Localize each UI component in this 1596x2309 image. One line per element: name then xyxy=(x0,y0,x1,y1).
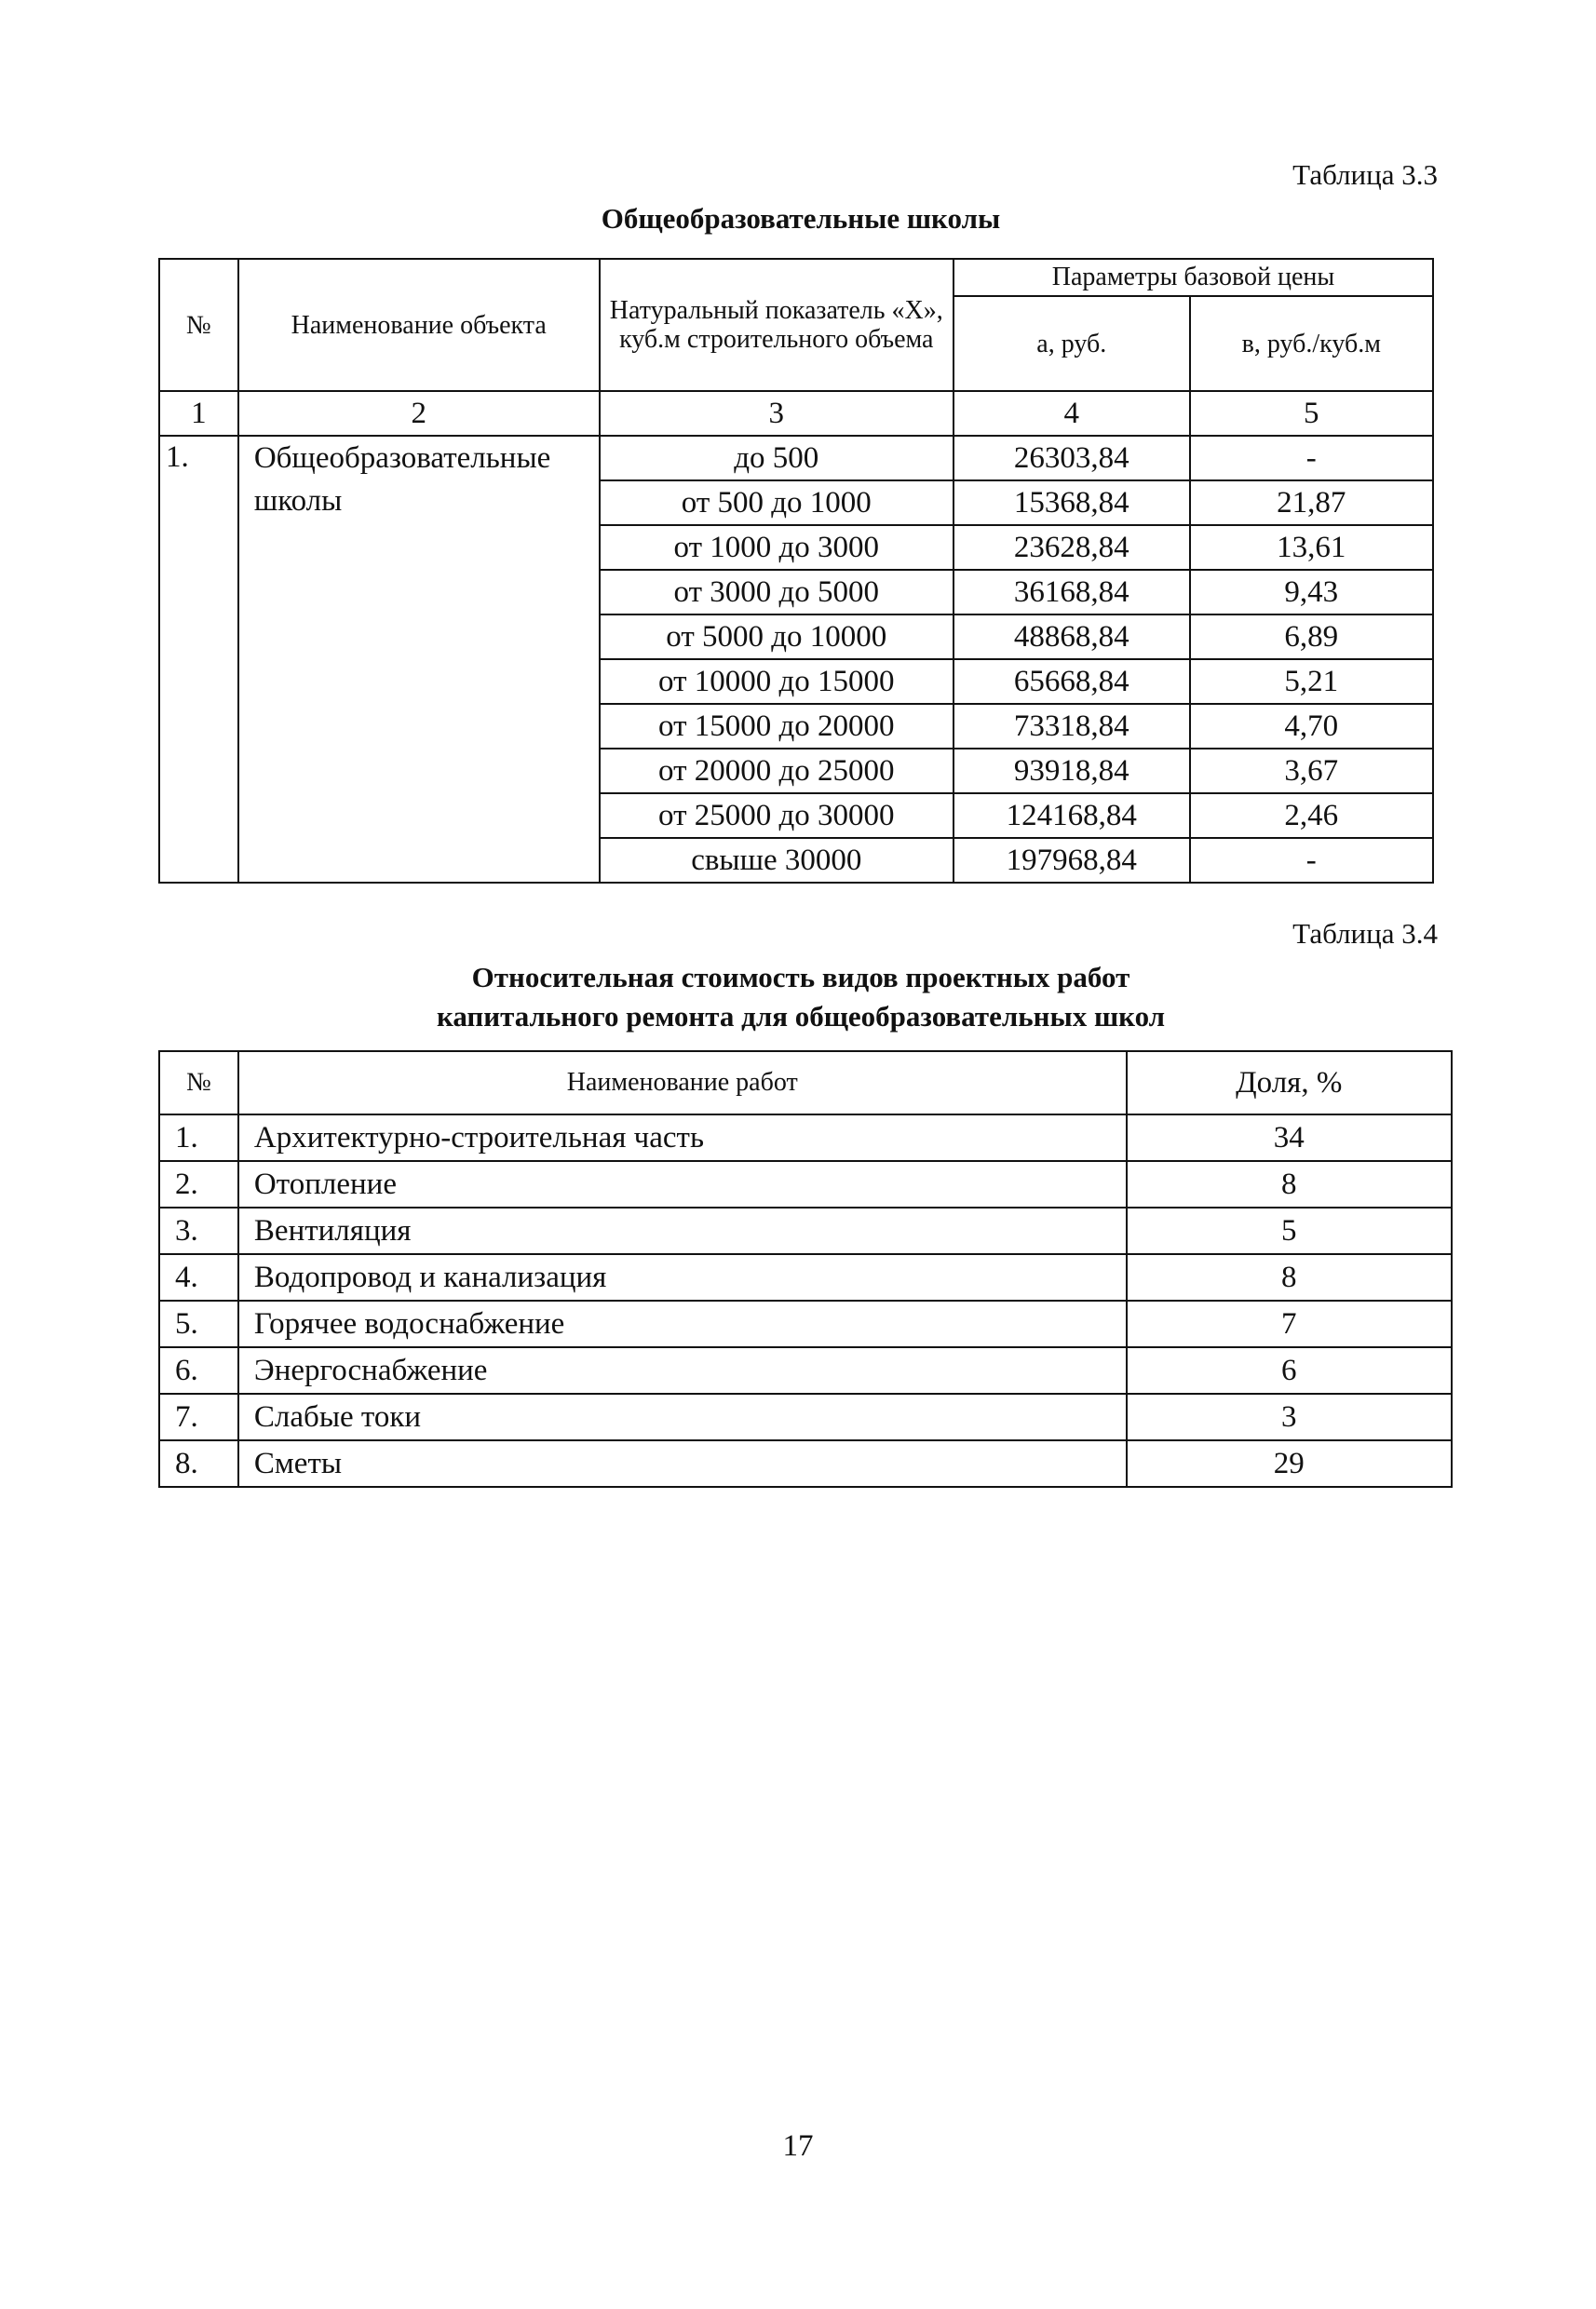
column-number: 4 xyxy=(954,391,1190,436)
table-row xyxy=(159,1301,1452,1347)
range-cell: от 3000 до 5000 xyxy=(600,570,954,614)
row-number: 4. xyxy=(159,1254,238,1301)
work-name: Вентиляция xyxy=(238,1208,1127,1254)
range-cell: от 1000 до 3000 xyxy=(600,525,954,570)
header-indicator: Натуральный показатель «Х», куб.м строительного объема xyxy=(600,259,954,391)
row-number: 2. xyxy=(159,1161,238,1208)
header-share: Доля, % xyxy=(1127,1051,1452,1114)
table-row xyxy=(159,436,1433,480)
work-name: Архитектурно-строительная часть xyxy=(238,1114,1127,1161)
table-3-3-title: Общеобразовательные школы xyxy=(601,202,1001,235)
table-3-3 xyxy=(158,258,1434,884)
a-cell: 26303,84 xyxy=(954,436,1190,480)
share-value: 8 xyxy=(1127,1161,1452,1208)
b-cell: 2,46 xyxy=(1190,793,1433,838)
a-cell: 48868,84 xyxy=(954,614,1190,659)
table-3-4 xyxy=(158,1050,1453,1488)
range-cell: от 25000 до 30000 xyxy=(600,793,954,838)
table-row xyxy=(159,1161,1452,1208)
share-value: 3 xyxy=(1127,1394,1452,1440)
column-number: 2 xyxy=(238,391,600,436)
header-object-name: Наименование объекта xyxy=(238,259,600,391)
share-value: 5 xyxy=(1127,1208,1452,1254)
b-cell: 5,21 xyxy=(1190,659,1433,704)
column-number: 5 xyxy=(1190,391,1433,436)
b-cell: - xyxy=(1190,838,1433,883)
range-cell: от 5000 до 10000 xyxy=(600,614,954,659)
table-row xyxy=(159,1254,1452,1301)
b-cell: 6,89 xyxy=(1190,614,1433,659)
work-name: Водопровод и канализация xyxy=(238,1254,1127,1301)
range-cell: свыше 30000 xyxy=(600,838,954,883)
header-num: № xyxy=(159,259,238,391)
page-number: 17 xyxy=(782,2129,814,2163)
table-row xyxy=(159,1347,1452,1394)
work-name: Отопление xyxy=(238,1161,1127,1208)
header-num: № xyxy=(159,1051,238,1114)
b-cell: 4,70 xyxy=(1190,704,1433,749)
b-cell: 3,67 xyxy=(1190,749,1433,793)
column-number: 3 xyxy=(600,391,954,436)
share-value: 6 xyxy=(1127,1347,1452,1394)
a-cell: 93918,84 xyxy=(954,749,1190,793)
b-cell: 9,43 xyxy=(1190,570,1433,614)
range-cell: от 20000 до 25000 xyxy=(600,749,954,793)
range-cell: до 500 xyxy=(600,436,954,480)
row-number: 1. xyxy=(159,436,238,883)
table-3-4-title-line1: Относительная стоимость видов проектных работ xyxy=(471,961,1130,993)
a-cell: 36168,84 xyxy=(954,570,1190,614)
table-row xyxy=(159,1114,1452,1161)
a-cell: 197968,84 xyxy=(954,838,1190,883)
work-name: Горячее водоснабжение xyxy=(238,1301,1127,1347)
object-name: Общеобразовательные школы xyxy=(238,436,600,883)
table-3-4-label: Таблица 3.4 xyxy=(1292,917,1438,950)
a-cell: 23628,84 xyxy=(954,525,1190,570)
row-number: 5. xyxy=(159,1301,238,1347)
a-cell: 124168,84 xyxy=(954,793,1190,838)
share-value: 8 xyxy=(1127,1254,1452,1301)
share-value: 34 xyxy=(1127,1114,1452,1161)
range-cell: от 10000 до 15000 xyxy=(600,659,954,704)
a-cell: 15368,84 xyxy=(954,480,1190,525)
table-row xyxy=(159,1440,1452,1487)
row-number: 6. xyxy=(159,1347,238,1394)
b-cell: - xyxy=(1190,436,1433,480)
b-cell: 13,61 xyxy=(1190,525,1433,570)
table-row xyxy=(159,1394,1452,1440)
row-number: 3. xyxy=(159,1208,238,1254)
b-cell: 21,87 xyxy=(1190,480,1433,525)
work-name: Энергоснабжение xyxy=(238,1347,1127,1394)
row-number: 8. xyxy=(159,1440,238,1487)
range-cell: от 500 до 1000 xyxy=(600,480,954,525)
table-3-3-label: Таблица 3.3 xyxy=(1292,158,1438,191)
row-number: 1. xyxy=(159,1114,238,1161)
a-cell: 73318,84 xyxy=(954,704,1190,749)
work-name: Слабые токи xyxy=(238,1394,1127,1440)
share-value: 7 xyxy=(1127,1301,1452,1347)
header-base-price-params: Параметры базовой цены xyxy=(954,259,1433,296)
header-a: а, руб. xyxy=(954,296,1190,391)
work-name: Сметы xyxy=(238,1440,1127,1487)
range-cell: от 15000 до 20000 xyxy=(600,704,954,749)
header-work-name: Наименование работ xyxy=(238,1051,1127,1114)
share-value: 29 xyxy=(1127,1440,1452,1487)
table-3-4-title-line2: капитального ремонта для общеобразовательных школ xyxy=(436,1000,1166,1033)
column-number: 1 xyxy=(159,391,238,436)
header-b: в, руб./куб.м xyxy=(1190,296,1433,391)
row-number: 7. xyxy=(159,1394,238,1440)
table-row xyxy=(159,1208,1452,1254)
a-cell: 65668,84 xyxy=(954,659,1190,704)
